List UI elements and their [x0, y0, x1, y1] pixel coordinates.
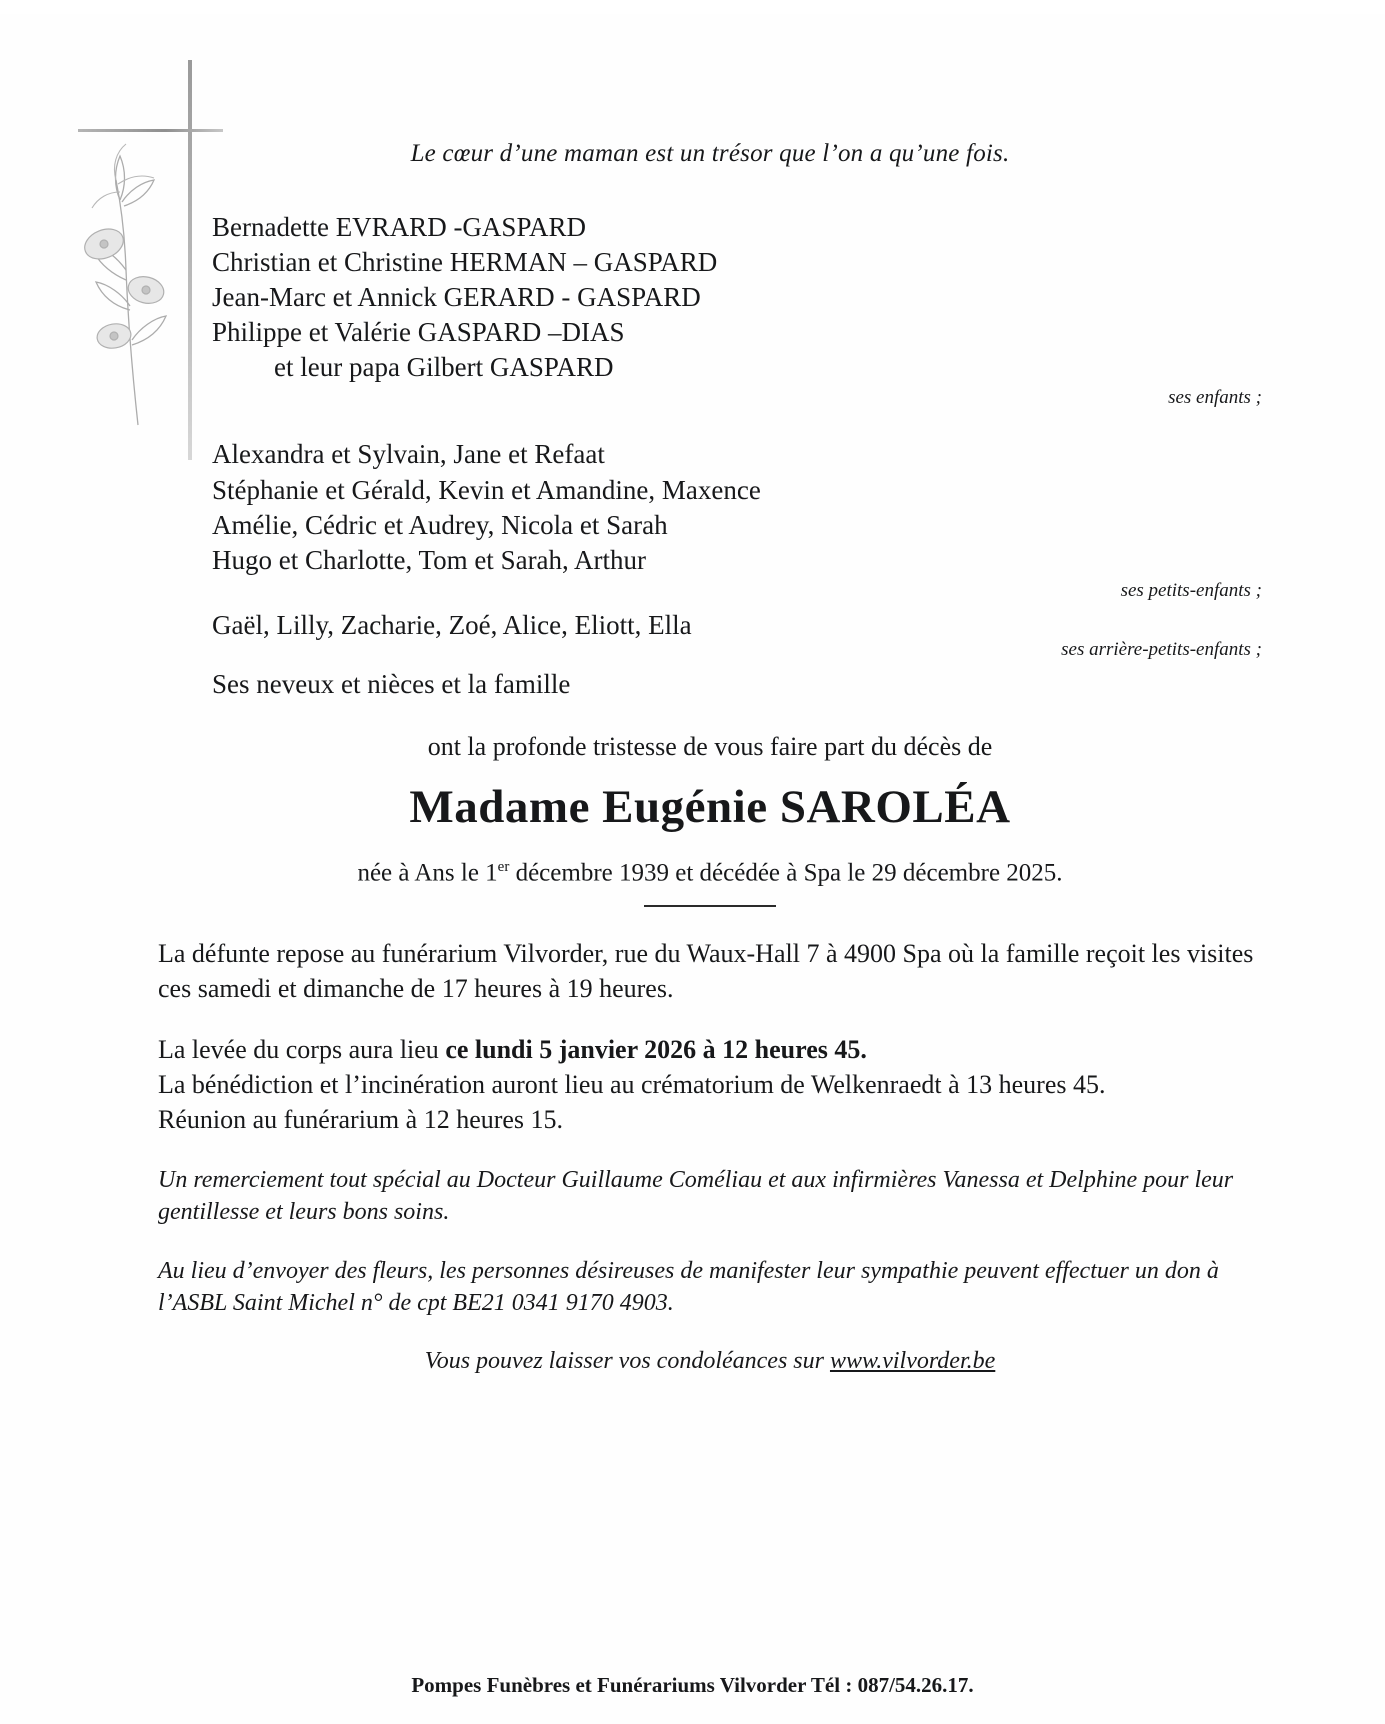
condolences-website-link[interactable]: www.vilvorder.be [829, 1348, 996, 1374]
condolences-text: Vous pouvez laisser vos condoléances sur [424, 1348, 830, 1374]
donation-paragraph: Au lieu d’envoyer des fleurs, les personnes désireuses de manifester leur sympathie peuvent effectuer un don à l’ASBL Saint Michel n° de cpt BE21 0341 9170 4903. [158, 1257, 1219, 1317]
ordinal-suffix: er [497, 859, 510, 876]
name-line: Alexandra et Sylvain, Jane et Refaat [212, 439, 605, 470]
scan-edge [0, 0, 1385, 14]
name-line: Bernadette EVRARD -GASPARD [212, 212, 586, 242]
ceremony-datetime: ce lundi 5 janvier 2026 à 12 heures 45. [445, 1035, 867, 1065]
cross-horizontal-bar [78, 129, 223, 132]
thanks-paragraph: Un remerciement tout spécial au Docteur Guillaume Coméliau et aux infirmières Vanessa et Delphine pour leur gentillesse et leurs bons soins. [158, 1166, 1234, 1226]
divider [644, 905, 776, 907]
birth-prefix: née à Ans le 1 [357, 859, 498, 887]
children-role-label: ses enfants ; [1168, 387, 1262, 409]
ceremony-line1-prefix: La levée du corps aura lieu [158, 1035, 446, 1065]
great-grandchildren-block [150, 608, 1270, 661]
children-names [150, 210, 1270, 385]
spacer [150, 415, 1270, 437]
condolences-line [150, 1348, 1270, 1375]
name-line: Hugo et Charlotte, Tom et Sarah, Arthur [212, 544, 647, 575]
death-suffix: décembre 1939 et décédée à Spa le 29 décembre 2025. [509, 859, 1063, 887]
name-line: Gaël, Lilly, Zacharie, Zoé, Alice, Eliott, Ella [212, 609, 692, 640]
deceased-name: Madame Eugénie SAROLÉA [409, 781, 1011, 834]
name-line: Philippe et Valérie GASPARD –DIAS [212, 317, 625, 348]
ceremony-line-3: Réunion au funérarium à 12 heures 15. [158, 1104, 564, 1134]
grandchildren-names [150, 437, 1270, 577]
epitaph: Le cœur d’une maman est un trésor que l’on a qu’une fois. [410, 140, 1010, 167]
repose-paragraph: La défunte repose au funérarium Vilvorder, rue du Waux-Hall 7 à 4900 Spa où la famille reçoit les visites ces samedi et dimanche de 17 heures à 19 heures. [158, 939, 1254, 1004]
ceremony-line-2: La bénédiction et l’incinération auront lieu au crématorium de Welkenraedt à 13 heures 45. [158, 1069, 1106, 1099]
name-line: Jean-Marc et Annick GERARD - GASPARD [212, 282, 701, 313]
memorial-text-content [150, 140, 1270, 1375]
announcement-text: ont la profonde tristesse de vous faire part du décès de [427, 732, 993, 762]
name-line: et leur papa Gilbert GASPARD [274, 352, 614, 383]
great-grandchildren-names [150, 608, 1270, 643]
grandchildren-role-label: ses petits-enfants ; [1120, 579, 1262, 601]
children-block [150, 210, 1270, 409]
family-line: Ses neveux et nièces et la famille [212, 668, 571, 699]
ceremony-paragraph [150, 1033, 1270, 1137]
name-line: Amélie, Cédric et Audrey, Nicola et Sarah [212, 509, 668, 540]
name-line: Stéphanie et Gérald, Kevin et Amandine, Maxence [212, 474, 761, 505]
great-grandchildren-role-label: ses arrière-petits-enfants ; [1061, 638, 1262, 660]
name-line: Christian et Christine HERMAN – GASPARD [212, 247, 718, 278]
ceremony-line-1 [158, 1033, 1270, 1068]
grandchildren-block [150, 437, 1270, 601]
birth-death-dates [150, 859, 1270, 887]
funeral-home-footer: Pompes Funèbres et Funérariums Vilvorder Tél : 087/54.26.17. [411, 1673, 974, 1697]
